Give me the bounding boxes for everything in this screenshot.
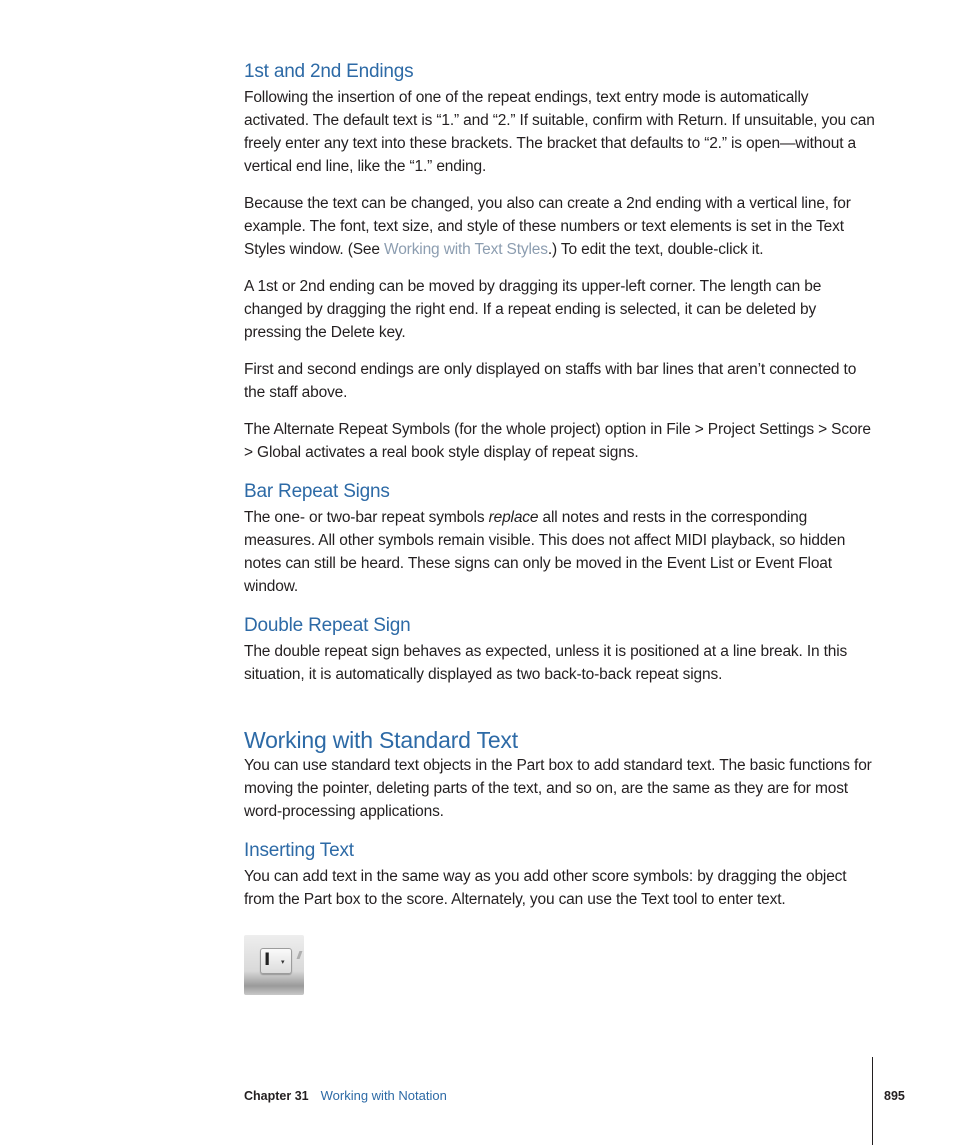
heading-working-with-standard-text: Working with Standard Text <box>244 727 518 753</box>
toolbar-divider <box>297 951 303 959</box>
page-footer <box>244 1087 447 1105</box>
endings-paragraph-1: Following the insertion of one of the repeat endings, text entry mode is automatically activated. The default text is “1.” and “2.” If suitable, confirm with Return. If unsuitable, you can freely enter any text into these brackets. The bracket that defaults to “2.” is open—without a vertical end line, like the “1.” ending. <box>244 89 875 175</box>
endings-paragraph-3: A 1st or 2nd ending can be moved by dragging its upper-left corner. The length can be changed by dragging the right end. If a repeat ending is selected, it can be deleted by pressing the Delete key. <box>244 278 822 341</box>
page-content <box>244 60 876 911</box>
heading-bar-repeat-signs: Bar Repeat Signs <box>244 481 390 502</box>
endings-p2-text-before: Because the text can be changed, you also can create a 2nd ending with a vertical line, for example. The font, text size, and style of these numbers or text elements is set in the Text Styles window. (See <box>244 195 851 258</box>
double-repeat-paragraph-1: The double repeat sign behaves as expected, unless it is positioned at a line break. In this situation, it is automatically displayed as two back-to-back repeat signs. <box>244 643 848 683</box>
bar-repeat-text-before: The one- or two-bar repeat symbols <box>244 509 489 526</box>
inserting-text-paragraph-1: You can add text in the same way as you add other score symbols: by dragging the object from the Part box to the score. Alternately, you can use the Text tool to enter text. <box>244 868 847 908</box>
chapter-label: Chapter 31 <box>244 1089 309 1103</box>
endings-paragraph-2 <box>244 192 876 261</box>
heading-1st-2nd-endings: 1st and 2nd Endings <box>244 61 414 82</box>
endings-paragraph-4: First and second endings are only displayed on staffs with bar lines that aren’t connected to the staff above. <box>244 361 857 401</box>
text-tool-icon: I <box>264 950 271 970</box>
bar-repeat-paragraph-1 <box>244 506 876 598</box>
heading-inserting-text: Inserting Text <box>244 840 354 861</box>
working-with-text-styles-link[interactable]: Working with Text Styles <box>384 241 548 258</box>
bar-repeat-emphasis: replace <box>488 509 539 526</box>
chevron-down-icon: ▾ <box>281 958 285 966</box>
text-tool-button[interactable] <box>260 948 292 974</box>
heading-double-repeat-sign: Double Repeat Sign <box>244 615 411 636</box>
footer-divider <box>872 1057 873 1145</box>
standard-text-paragraph-1: You can use standard text objects in the Part box to add standard text. The basic functions for moving the pointer, deleting parts of the text, and so on, are the same as they are for most word-processing applications. <box>244 757 872 820</box>
page-number: 895 <box>884 1089 905 1103</box>
chapter-title-link[interactable]: Working with Notation <box>320 1088 447 1103</box>
endings-paragraph-5: The Alternate Repeat Symbols (for the whole project) option in File > Project Settings > Score > Global activates a real book style display of repeat signs. <box>244 421 871 461</box>
endings-p2-text-after: .) To edit the text, double-click it. <box>547 241 764 258</box>
bar-repeat-text-after: all notes and rests in the corresponding measures. All other symbols remain visible. This does not affect MIDI playback, so hidden notes can still be heard. These signs can only be moved in the Event List or Event Float window. <box>244 509 846 595</box>
text-tool-screenshot <box>244 935 304 995</box>
